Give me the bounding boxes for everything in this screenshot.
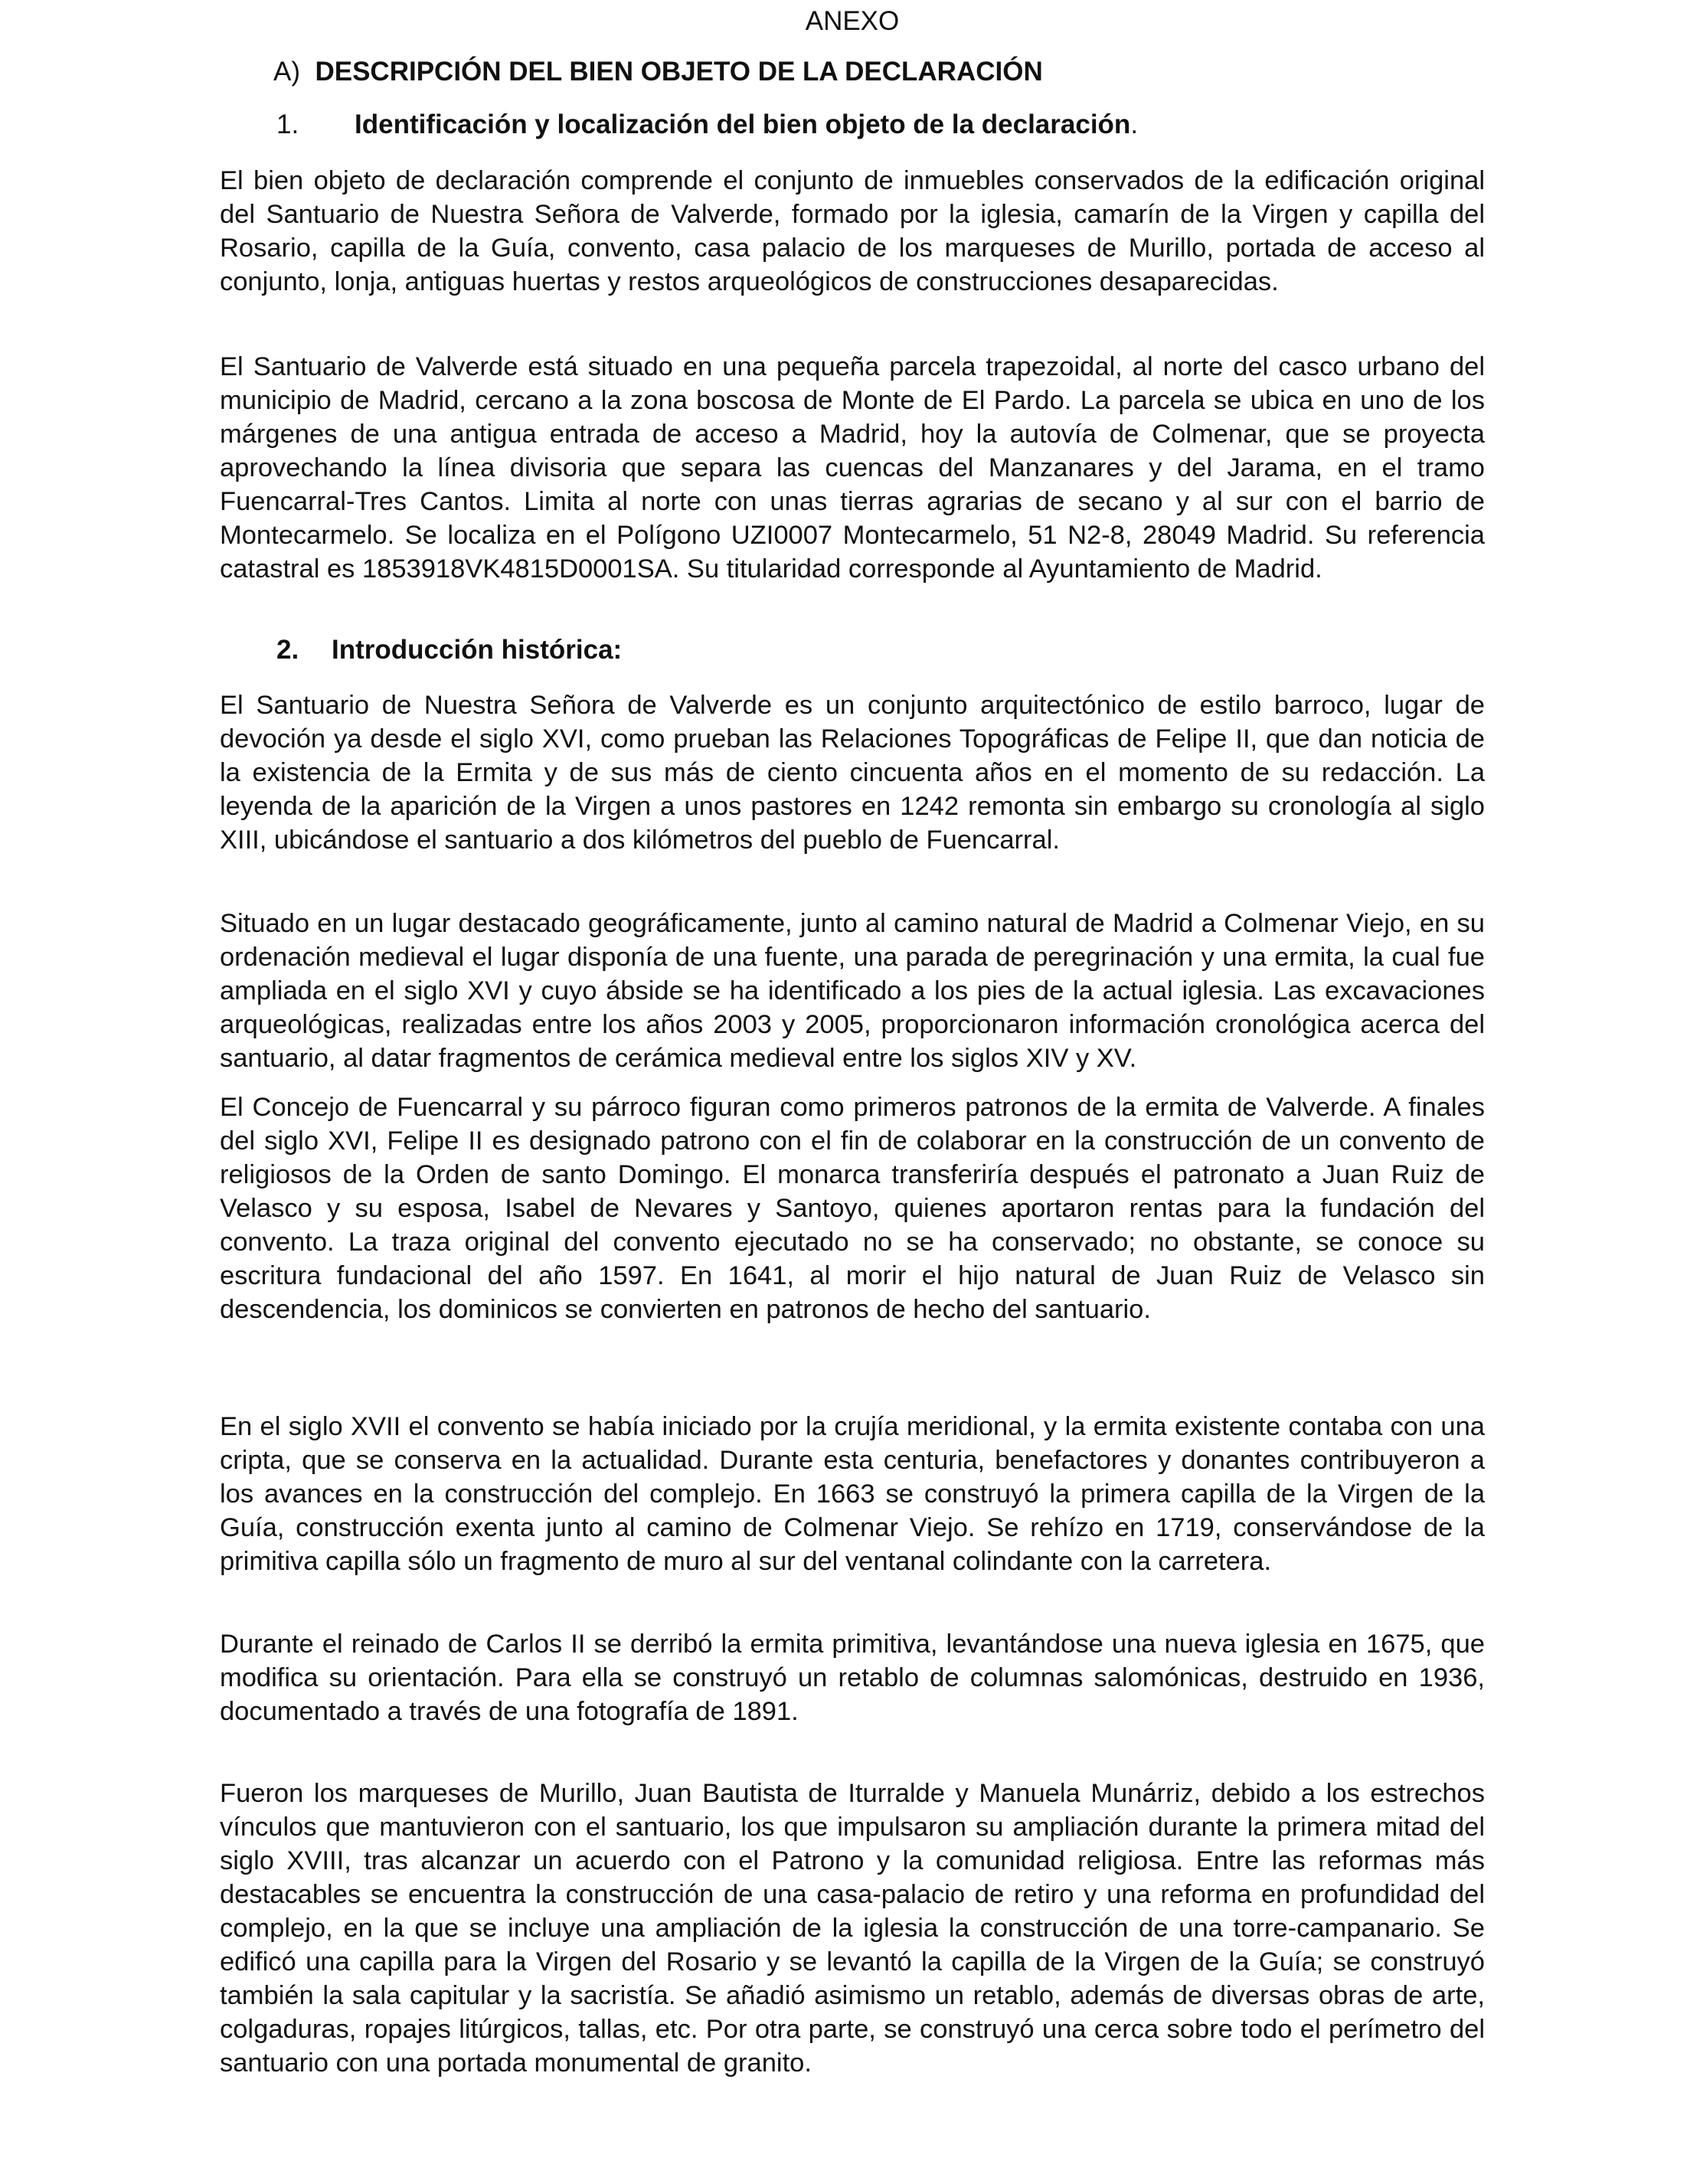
paragraph-history-17th-century: En el siglo XVII el convento se había iniciado por la crujía meridional, y la ermita existente contaba con una cripta, que se conserva en la actualidad. Durante esta centuria, benefactores y donantes contribuyeron a los avances en la construcción del complejo. En 1663 se construyó la primera capilla de la Virgen de la Guía, construcción exenta junto al camino de Colmenar Viejo. Se rehízo en 1719, conservándose de la primitiva capilla sólo un fragmento de muro al sur del ventanal colindante con la carretera. [220,1412,1485,1576]
paragraph-history-marqueses: Fueron los marqueses de Murillo, Juan Bautista de Iturralde y Manuela Munárriz, debido a los estrechos vínculos que mantuvieron con el santuario, los que impulsaron su ampliación durante la primera mitad del siglo XVIII, tras alcanzar un acuerdo con el Patrono y la comunidad religiosa. Entre las reformas más destacables se encuentra la construcción de una casa-palacio de retiro y una reforma en profundidad del complejo, en la que se incluye una ampliación de la iglesia la construcción de una torre-campanario. Se edificó una capilla para la Virgen del Rosario y se levantó la capilla de la Virgen de la Guía; se construyó también la sala capitular y la sacristía. Se añadió asimismo un retablo, además de diversas obras de arte, colgaduras, ropajes litúrgicos, tallas, etc. Por otra parte, se construyó una cerca sobre todo el perímetro del santuario con una portada monumental de granito. [220,1779,1485,2078]
section-1-title: Identificación y localización del bien objeto de la declaración [355,110,1131,139]
section-2-title: Introducción histórica: [332,635,623,665]
section-a-title: DESCRIPCIÓN DEL BIEN OBJETO DE LA DECLARACIÓN [315,57,1043,87]
document-title: ANEXO [805,6,900,36]
section-2-heading [276,635,622,665]
section-1-heading [276,110,1138,140]
paragraph-history-medieval: Situado en un lugar destacado geográficamente, junto al camino natural de Madrid a Colmenar Viejo, en su ordenación medieval el lugar disponía de una fuente, una parada de peregrinación y una ermita, la cual fue ampliada en el siglo XVI y cuyo ábside se ha identificado a los pies de la actual iglesia. Las excavaciones arqueológicas, realizadas entre los años 2003 y 2005, proporcionaron información cronológica acerca del santuario, al datar fragmentos de cerámica medieval entre los siglos XIV y XV. [220,909,1485,1073]
paragraph-location: El Santuario de Valverde está situado en una pequeña parcela trapezoidal, al norte del casco urbano del municipio de Madrid, cercano a la zona boscosa de Monte de El Pardo. La parcela se ubica en uno de los márgenes de una antigua entrada de acceso a Madrid, hoy la autovía de Colmenar, que se proyecta aprovechando la línea divisoria que separa las cuencas del Manzanares y del Jarama, en el tramo Fuencarral-Tres Cantos. Limita al norte con unas tierras agrarias de secano y al sur con el barrio de Montecarmelo. Se localiza en el Polígono UZI0007 Montecarmelo, 51 N2-8, 28049 Madrid. Su referencia catastral es 1853918VK4815D0001SA. Su titularidad corresponde al Ayuntamiento de Madrid. [220,352,1485,584]
section-1-number: 1. [276,110,299,139]
paragraph-history-patrons: El Concejo de Fuencarral y su párroco figuran como primeros patronos de la ermita de Valverde. A finales del siglo XVI, Felipe II es designado patrono con el fin de colaborar en la construcción de un convento de religiosos de la Orden de santo Domingo. El monarca transferiría después el patronato a Juan Ruiz de Velasco y su esposa, Isabel de Nevares y Santoyo, quienes aportaron rentas para la fundación del convento. La traza original del convento ejecutado no se ha conservado; no obstante, se conoce su escritura fundacional del año 1597. En 1641, al morir el hijo natural de Juan Ruiz de Velasco sin descendencia, los dominicos se convierten en patronos de hecho del santuario. [220,1093,1485,1324]
section-1-trailing: . [1130,110,1139,139]
section-a-letter: A) [273,57,300,87]
section-a-heading [273,57,1043,87]
paragraph-history-origins: El Santuario de Nuestra Señora de Valverde es un conjunto arquitectónico de estilo barroco, lugar de devoción ya desde el siglo XVI, como prueban las Relaciones Topográficas de Felipe II, que dan noticia de la existencia de la Ermita y de sus más de ciento cincuenta años en el momento de su redacción. La leyenda de la aparición de la Virgen a unos pastores en 1242 remonta sin embargo su cronología al siglo XIII, ubicándose el santuario a dos kilómetros del pueblo de Fuencarral. [220,691,1485,855]
paragraph-history-carlos-ii: Durante el reinado de Carlos II se derribó la ermita primitiva, levantándose una nueva iglesia en 1675, que modifica su orientación. Para ella se construyó un retablo de columnas salomónicas, destruido en 1936, documentado a través de una fotografía de 1891. [220,1630,1485,1726]
paragraph-identification: El bien objeto de declaración comprende el conjunto de inmuebles conservados de la edificación original del Santuario de Nuestra Señora de Valverde, formado por la iglesia, camarín de la Virgen y capilla del Rosario, capilla de la Guía, convento, casa palacio de los marqueses de Murillo, portada de acceso al conjunto, lonja, antiguas huertas y restos arqueológicos de construcciones desaparecidas. [220,166,1485,296]
section-2-number: 2. [276,635,299,665]
